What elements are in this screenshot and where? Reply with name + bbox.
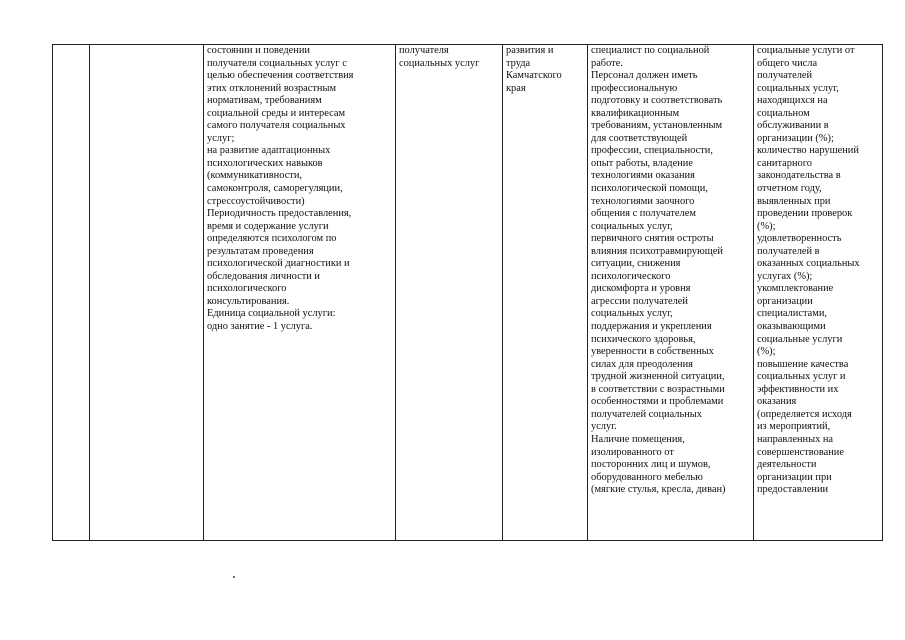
table-cell-service-description: состоянии и поведении получателя социальных услуг с целью обеспечения соответствия этих отклонений возрастным нормативам, требованиям социальной среды и интересам самого получателя социальных услуг; на развитие адаптационных психологических навыков (коммуникативности, самоконтроля, саморегуляции, стрессоустойчивости) Периодичность предоставления, время и содержание услуги определяются психологом по результатам проведения психологической диагностики и обследования личности и психологического консультирования. Единица социальной услуги: одно занятие - 1 услуга.: [204, 45, 396, 541]
table-cell-timing: получателя социальных услуг: [396, 45, 503, 541]
table-cell-service-name: [90, 45, 204, 541]
table-cell-tariff: развития и труда Камчатского края: [503, 45, 588, 541]
scan-speck: [233, 576, 235, 578]
table-cell-conditions: специалист по социальной работе. Персонал должен иметь профессиональную подготовку и соответствовать квалификационным требованиям, установленным для соответствующей профессии, специальности, опыт работы, владение технологиями оказания психологической помощи, технологиями заочного общения с получателем социальных услуг, первичного снятия остроты влияния психотравмирующей ситуации, снижения психологического дискомфорта и уровня агрессии получателей социальных услуг, поддержания и укрепления психического здоровья, уверенности в собственных силах для преодоления трудной жизненной ситуации, в соответствии с возрастными особенностями и проблемами получателей социальных услуг. Наличие помещения, изолированного от посторонних лиц и шумов, оборудованного мебелью (мягкие стулья, кресла, диван): [588, 45, 754, 541]
services-table: [52, 44, 883, 541]
table-row: [53, 45, 883, 541]
table-cell-quality-indicators: социальные услуги от общего числа получателей социальных услуг, находящихся на социальном обслуживании в организации (%); количество нарушений санитарного законодательства в отчетном году, выявленных при проведении проверок (%); удовлетворенность получателей в оказанных социальных услугах (%); укомплектование организации специалистами, оказывающими социальные услуги (%); повышение качества социальных услуг и эффективности их оказания (определяется исходя из мероприятий, направленных на совершенствование деятельности организации при предоставлении: [754, 45, 883, 541]
table-cell-number: [53, 45, 90, 541]
